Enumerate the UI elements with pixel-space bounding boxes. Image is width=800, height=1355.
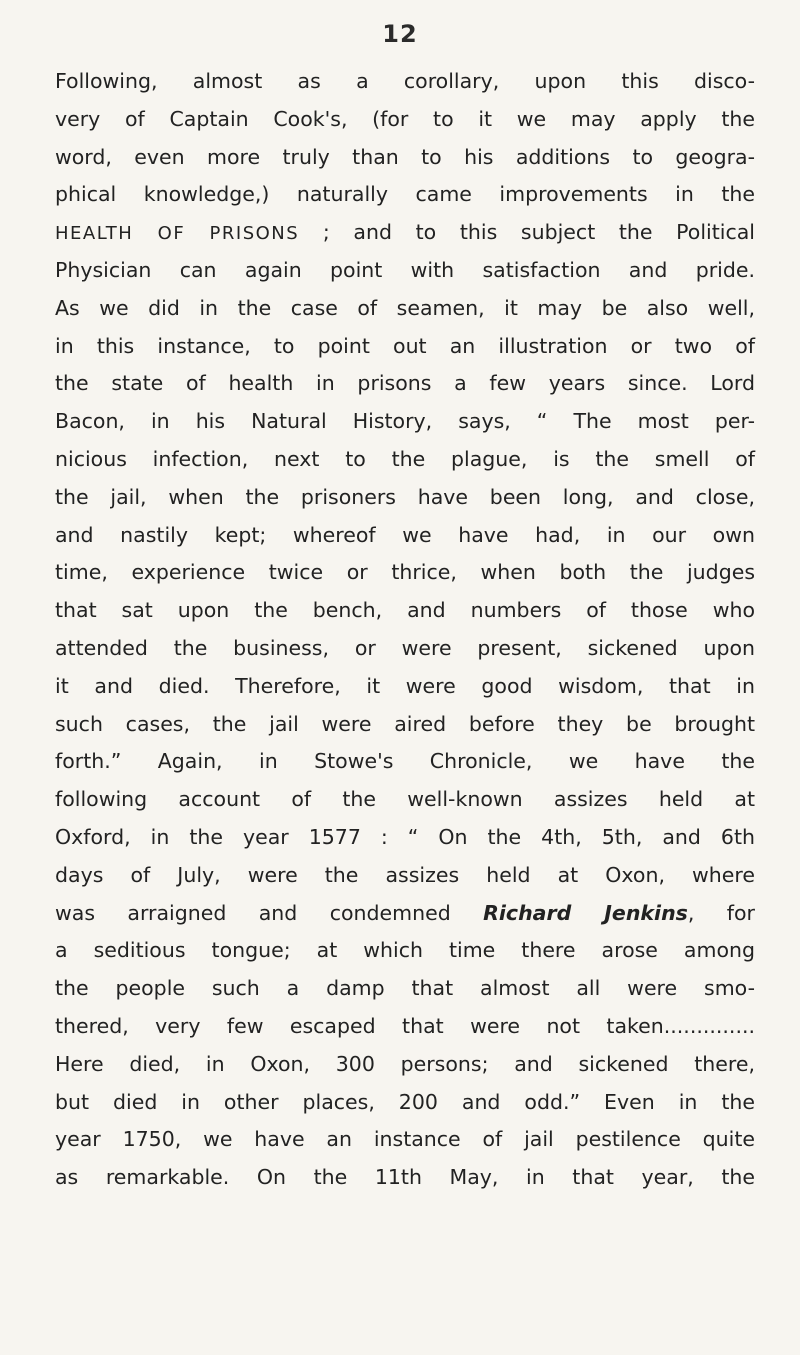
small-caps-heading: HEALTH OF PRISONS bbox=[55, 223, 300, 245]
text-line: forth.” Again, in Stowe's Chronicle, we have the bbox=[55, 749, 755, 774]
text-line: Bacon, in his Natural History, says, “ The most per- bbox=[55, 409, 755, 434]
text-line: word, even more truly than to his additions to geogra- bbox=[55, 144, 755, 169]
text-line bbox=[55, 895, 755, 933]
text-line: such cases, the jail were aired before they be brought bbox=[55, 711, 755, 736]
text-line: Oxford, in the year 1577 : “ On the 4th, 5th, and 6th bbox=[55, 824, 755, 849]
text-line: as remarkable. On the 11th May, in that year, the bbox=[55, 1165, 755, 1190]
text-fragment: ; and to this subject the Political bbox=[299, 220, 755, 245]
italic-name: Richard Jenkins bbox=[483, 900, 688, 925]
text-fragment: was arraigned and condemned bbox=[55, 900, 484, 925]
text-line: the state of health in prisons a few years since. Lord bbox=[55, 371, 755, 396]
text-line: but died in other places, 200 and odd.” Even in the bbox=[55, 1089, 755, 1114]
text-line: the jail, when the prisoners have been long, and close, bbox=[55, 484, 755, 509]
text-line: very of Captain Cook's, (for to it we may apply the bbox=[55, 106, 755, 131]
page-number: 12 bbox=[382, 20, 418, 48]
text-line: Physician can again point with satisfaction and pride. bbox=[55, 257, 755, 282]
text-line: year 1750, we have an instance of jail pestilence quite bbox=[55, 1127, 755, 1152]
text-line: and nastily kept; whereof we have had, in our own bbox=[55, 522, 755, 547]
text-line: the people such a damp that almost all were smo- bbox=[55, 976, 755, 1001]
text-line bbox=[55, 214, 755, 252]
text-line: days of July, were the assizes held at Oxon, where bbox=[55, 862, 755, 887]
text-line: that sat upon the bench, and numbers of those who bbox=[55, 598, 755, 623]
text-line: time, experience twice or thrice, when both the judges bbox=[55, 560, 755, 585]
text-line: it and died. Therefore, it were good wisdom, that in bbox=[55, 673, 755, 698]
text-line: a seditious tongue; at which time there arose among bbox=[55, 938, 755, 963]
body-text bbox=[55, 63, 755, 1197]
text-line: thered, very few escaped that were not taken.............. bbox=[55, 1013, 755, 1038]
text-line: Following, almost as a corollary, upon this disco- bbox=[55, 69, 755, 93]
text-fragment: , for bbox=[687, 900, 755, 925]
text-line: in this instance, to point out an illustration or two of bbox=[55, 333, 755, 358]
text-line: phical knowledge,) naturally came improvements in the bbox=[55, 182, 755, 207]
text-line: following account of the well-known assizes held at bbox=[55, 787, 755, 812]
text-line: attended the business, or were present, sickened upon bbox=[55, 635, 755, 660]
text-line: nicious infection, next to the plague, is the smell of bbox=[55, 446, 755, 471]
text-line: Here died, in Oxon, 300 persons; and sickened there, bbox=[55, 1051, 755, 1076]
text-line: As we did in the case of seamen, it may be also well, bbox=[55, 295, 755, 320]
